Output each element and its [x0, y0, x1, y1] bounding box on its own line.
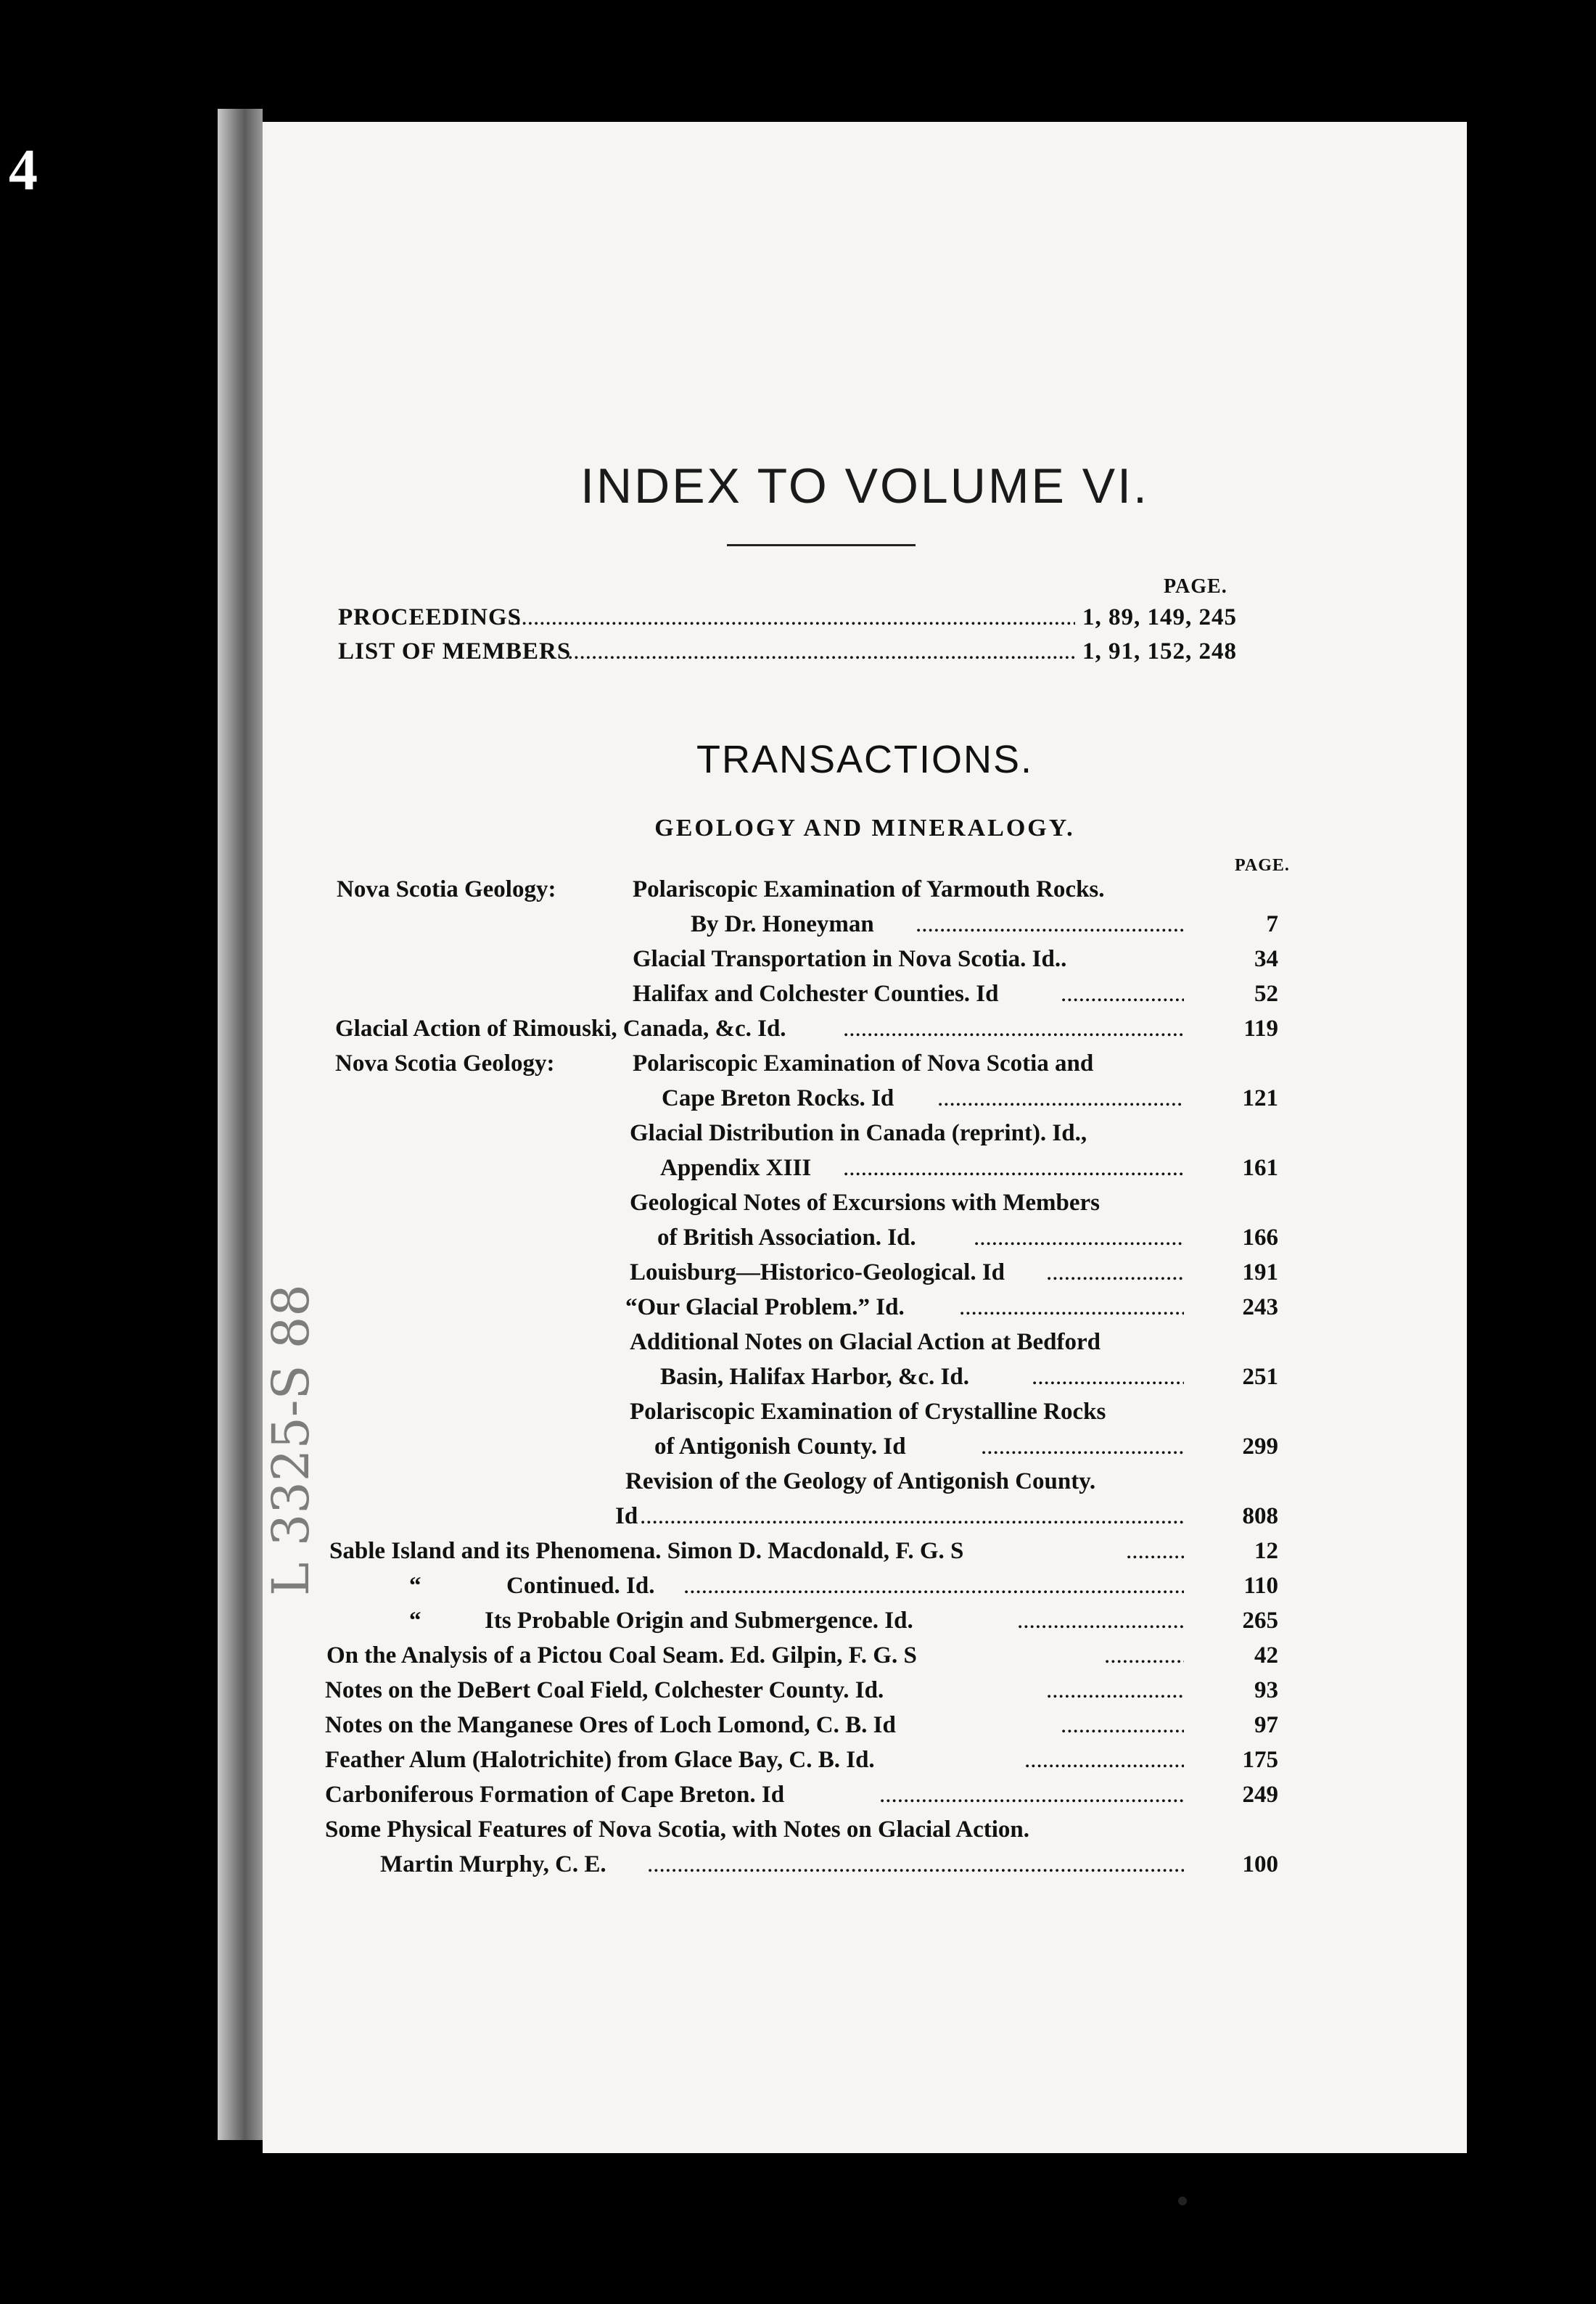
dot-leader — [1104, 1642, 1184, 1669]
document-page — [263, 122, 1467, 2153]
ditto-mark: “ — [409, 1608, 421, 1634]
book-spine — [218, 109, 263, 2140]
handwritten-margin-note: L 3325-S 88 — [261, 1284, 321, 1596]
dot-leader — [981, 1433, 1184, 1460]
index-entry: of British Association. Id. — [657, 1225, 916, 1251]
index-entry: Halifax and Colchester Counties. Id — [633, 981, 999, 1007]
dot-leader — [640, 1503, 1184, 1530]
dot-leader — [1046, 1677, 1184, 1704]
index-entry: By Dr. Honeyman — [691, 911, 874, 937]
page-number: 808 — [1242, 1503, 1278, 1529]
dot-leader — [1061, 981, 1184, 1008]
section-page-header: PAGE. — [1235, 856, 1290, 875]
page-number: 97 — [1254, 1712, 1278, 1738]
page-number: 249 — [1242, 1782, 1278, 1808]
dot-leader — [879, 1782, 1184, 1809]
index-entry: Appendix XIII — [660, 1155, 812, 1181]
index-entry: Basin, Halifax Harbor, &c. Id. — [660, 1364, 969, 1390]
corner-mark: 4 — [9, 139, 38, 202]
dot-leader — [974, 1225, 1184, 1251]
page-number: 191 — [1242, 1259, 1278, 1285]
index-entry: Polariscopic Examination of Nova Scotia and — [633, 1050, 1094, 1077]
index-entry: Glacial Distribution in Canada (reprint). Id., — [630, 1120, 1087, 1146]
page-number: 299 — [1242, 1433, 1278, 1460]
page-number: 34 — [1254, 946, 1278, 972]
dot-leader — [843, 1016, 1184, 1042]
dot-leader — [1032, 1364, 1184, 1391]
page-title: INDEX TO VOLUME VI. — [580, 458, 1149, 514]
title-rule — [727, 544, 916, 546]
front-matter-label: LIST OF MEMBERS — [338, 638, 572, 665]
index-entry: Notes on the DeBert Coal Field, Colchester County. Id. — [325, 1677, 884, 1703]
dot-leader — [916, 911, 1184, 938]
dot-leader — [937, 1085, 1184, 1112]
page-number: 243 — [1242, 1294, 1278, 1320]
page-number: 42 — [1254, 1642, 1278, 1669]
index-entry: Cape Breton Rocks. Id — [662, 1085, 894, 1111]
front-matter-pages: 1, 91, 152, 248 — [1082, 638, 1237, 665]
page-number: 251 — [1242, 1364, 1278, 1390]
dot-leader — [567, 638, 1075, 665]
index-entry: Additional Notes on Glacial Action at Bedford — [630, 1329, 1101, 1355]
page-number: 175 — [1242, 1747, 1278, 1773]
front-matter-label: PROCEEDINGS — [338, 604, 522, 630]
left-margin — [0, 0, 218, 2304]
index-entry: Louisburg—Historico-Geological. Id — [630, 1259, 1005, 1285]
index-entry: Continued. Id. — [506, 1573, 655, 1599]
page-dot-mark — [1178, 2197, 1187, 2205]
index-entry: Feather Alum (Halotrichite) from Glace Bay, C. B. Id. — [325, 1747, 875, 1773]
index-entry: On the Analysis of a Pictou Coal Seam. Ed. Gilpin, F. G. S — [326, 1642, 917, 1669]
page-number: 121 — [1242, 1085, 1278, 1111]
page-number: 100 — [1242, 1851, 1278, 1877]
index-entry: Glacial Transportation in Nova Scotia. Id.. — [633, 946, 1067, 972]
index-entry: Geological Notes of Excursions with Members — [630, 1190, 1100, 1216]
ditto-mark: “ — [409, 1573, 421, 1599]
page-number: 12 — [1254, 1538, 1278, 1564]
index-entry: Id — [615, 1503, 638, 1529]
index-entry: Nova Scotia Geology: — [337, 876, 556, 902]
index-entry: Carboniferous Formation of Cape Breton. Id — [325, 1782, 785, 1808]
transactions-heading: TRANSACTIONS. — [696, 738, 1034, 781]
page-number: 119 — [1243, 1016, 1278, 1042]
dot-leader — [647, 1851, 1184, 1878]
index-entry: Polariscopic Examination of Yarmouth Rocks. — [633, 876, 1105, 902]
index-entry: Sable Island and its Phenomena. Simon D. Macdonald, F. G. S — [329, 1538, 964, 1564]
dot-leader — [1024, 1747, 1184, 1774]
page-number: 7 — [1266, 911, 1278, 937]
dot-leader — [1046, 1259, 1184, 1286]
index-entry: “Our Glacial Problem.” Id. — [625, 1294, 905, 1320]
index-entry: Revision of the Geology of Antigonish County. — [625, 1468, 1096, 1494]
page-number: 110 — [1243, 1573, 1278, 1599]
dot-leader — [1061, 1712, 1184, 1739]
page-number: 265 — [1242, 1608, 1278, 1634]
page-number: 52 — [1254, 981, 1278, 1007]
index-entry: Notes on the Manganese Ores of Loch Lomond, C. B. Id — [325, 1712, 896, 1738]
index-entry: Glacial Action of Rimouski, Canada, &c. Id. — [335, 1016, 786, 1042]
index-entry: Polariscopic Examination of Crystalline Rocks — [630, 1399, 1106, 1425]
dot-leader — [843, 1155, 1184, 1182]
dot-leader — [683, 1573, 1184, 1600]
dot-leader — [509, 604, 1075, 631]
index-entry: Its Probable Origin and Submergence. Id. — [485, 1608, 913, 1634]
dot-leader — [1017, 1608, 1184, 1634]
dot-leader — [959, 1294, 1184, 1321]
index-entry: of Antigonish County. Id — [654, 1433, 906, 1460]
page-number: 166 — [1242, 1225, 1278, 1251]
page-number: 161 — [1242, 1155, 1278, 1181]
index-entry: Martin Murphy, C. E. — [380, 1851, 606, 1877]
page-number: 93 — [1254, 1677, 1278, 1703]
dot-leader — [1126, 1538, 1184, 1565]
front-matter-pages: 1, 89, 149, 245 — [1082, 604, 1237, 630]
index-entry: Some Physical Features of Nova Scotia, with Notes on Glacial Action. — [325, 1817, 1029, 1843]
section-heading: GEOLOGY AND MINERALOGY. — [654, 815, 1075, 842]
index-entry: Nova Scotia Geology: — [335, 1050, 555, 1077]
page-column-header: PAGE. — [1164, 575, 1227, 598]
